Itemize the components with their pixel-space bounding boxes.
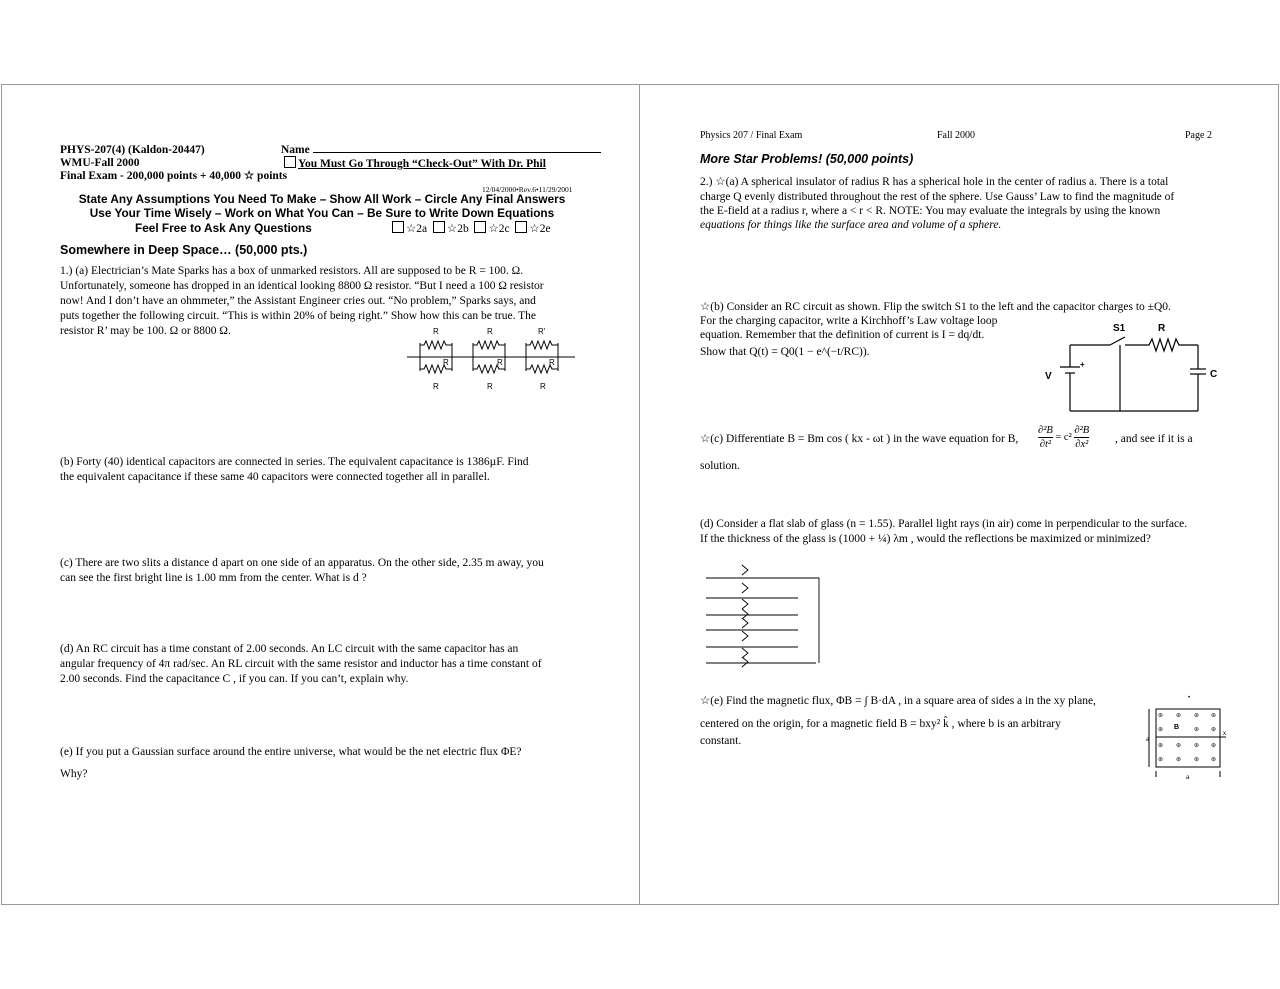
resistor-label: R [1158,323,1166,334]
svg-text:⊛: ⊛ [1158,713,1164,719]
q2b-line: Show that Q(t) = Q0(1 − e^(−t/RC)). [700,346,870,358]
q2a-line: 2.) ☆(a) A spherical insulator of radius R has a spherical hole in the center of radius a. There is a total [700,176,1169,188]
q1a-line: now! And I don’t have an ohmmeter,” the Assistant Engineer cries out. “No problem,” Sparks says, and [60,295,536,307]
capacitor-label: C [1210,369,1218,380]
svg-text:⊛: ⊛ [1194,727,1200,733]
label-r-2: R [487,327,493,336]
q1e-why: Why? [60,768,88,780]
q2e-line-2: centered on the origin, for a magnetic field B = bxy² k̂ , where b is an arbitrary [700,718,1061,730]
instructions-line-2: Use Your Time Wisely – Work on What You Can – Be Sure to Write Down Equations [89,206,555,220]
svg-text:⊛: ⊛ [1176,757,1182,763]
field-a-bottom-label: a [1186,775,1190,781]
q2b-line: For the charging capacitor, write a Kirchhoff’s Law voltage loop [700,315,998,327]
q2e-line-3: constant. [700,735,742,747]
svg-text:⊛: ⊛ [1158,757,1164,763]
q1a-line: resistor R’ may be 100. Ω or 8800 Ω. [60,325,231,337]
check-2a-label: ☆2a [406,223,428,235]
check-2b-box[interactable] [433,221,445,233]
rc-circuit-diagram [1045,317,1225,412]
plus-label: + [1080,360,1085,369]
label-r-prime-top: R' [538,327,546,336]
q1e-line: (e) If you put a Gaussian surface around the entire universe, what would be the net electric flux ΦE? [60,746,522,758]
school-term: WMU-Fall 2000 [60,157,140,169]
wave-eq-middle: = c² [1055,431,1072,443]
q2d-line: If the thickness of the glass is (1000 + ¼) λm , would the reflections be maximized or minimized? [700,533,1151,545]
instructions-line-3: Feel Free to Ask Any Questions [135,221,312,235]
revision-date: 12/04/2000•Rev.6•11/29/2001 [482,185,573,194]
field-a-side-label: a [1146,737,1150,743]
label-r-mid-1: R [443,358,449,367]
q1d-line: 2.00 seconds. Find the capacitance C , if you can. If you can’t, explain why. [60,673,409,685]
label-r-bot-3: R [540,382,546,391]
q1d-line: (d) An RC circuit has a time constant of 2.00 seconds. An LC circuit with the same capacitor has an [60,643,519,655]
q2e-line-1: ☆(e) Find the magnetic flux, ΦB = ∫ B·dA , in a square area of sides a in the xy plane, [700,695,1096,707]
q1d-line: angular frequency of 4π rad/sec. An RL circuit with the same resistor and inductor has a time constant of [60,658,542,670]
q2a-line: the E-field at a radius r, where a < r < R. NOTE: You may evaluate the integrals by using the known [700,205,1161,217]
checkout-notice: You Must Go Through “Check-Out” With Dr. Phil [284,156,546,172]
label-r-mid-3: R [549,358,555,367]
svg-text:•: • [1188,695,1191,701]
course-code: PHYS-207(4) (Kaldon-20447) [60,144,205,156]
name-label: Name [281,143,601,158]
svg-text:⊛: ⊛ [1176,713,1182,719]
q1a-line: 1.) (a) Electrician’s Mate Sparks has a box of unmarked resistors. All are supposed to be R = 100. Ω. [60,265,524,277]
section-title-right: More Star Problems! (50,000 points) [700,152,914,166]
q1b-line: (b) Forty (40) identical capacitors are connected in series. The equivalent capacitance is 1386µF. Find [60,456,529,468]
q2a-line: equations for things like the surface area and volume of a sphere. [700,219,1002,231]
svg-text:⊛: ⊛ [1194,743,1200,749]
svg-text:⊛: ⊛ [1158,743,1164,749]
label-r-bot-2: R [487,382,493,391]
resistor-circuit-diagram [407,325,577,395]
q2d-line: (d) Consider a flat slab of glass (n = 1.55). Parallel light rays (in air) come in perpendicular to the surface. [700,518,1188,530]
switch-label: S1 [1113,323,1126,334]
svg-text:⊛: ⊛ [1194,757,1200,763]
check-2b-label: ☆2b [446,223,469,235]
section-title-left: Somewhere in Deep Space… (50,000 pts.) [60,243,308,257]
checkout-checkbox[interactable] [284,156,296,168]
check-2e-label: ☆2e [529,223,551,235]
check-2c-label: ☆2c [488,223,510,235]
exam-page-1 [1,84,640,905]
header-course: Physics 207 / Final Exam [700,130,803,141]
check-2e-box[interactable] [515,221,527,233]
q1c-line: (c) There are two slits a distance d apart on one side of an apparatus. On the other side, 2.35 m away, you [60,557,544,569]
label-r-1: R [433,327,439,336]
q2c-solution: solution. [700,460,740,472]
glass-slab-diagram [706,563,826,673]
svg-text:⊛: ⊛ [1194,713,1200,719]
q1a-line: puts together the following circuit. “This is within 20% of being right.” Show how this can be true. The [60,310,536,322]
star-problem-checkboxes [392,221,551,237]
q2a-line: charge Q evenly distributed throughout the rest of the sphere. Use Gauss’ Law to find the magnitude of [700,191,1175,203]
field-x-label: x [1223,731,1226,737]
wave-equation: $\frac{\text{∂²B}}{\text{∂t²}} = c^2$ $\frac{\text{∂²B}}{\text{∂x²}}$ [1038,425,1090,450]
voltage-label: V [1045,371,1052,382]
instructions-line-1: State Any Assumptions You Need To Make – Show All Work – Circle Any Final Answers [78,192,566,206]
svg-text:⊛: ⊛ [1211,713,1217,719]
exam-page-2 [639,84,1279,905]
field-b-label: B [1174,724,1180,731]
svg-text:⊛: ⊛ [1211,757,1217,763]
label-r-mid-2: R [497,358,503,367]
svg-text:⊛: ⊛ [1158,727,1164,733]
svg-text:⊛: ⊛ [1176,743,1182,749]
svg-text:⊛: ⊛ [1211,727,1217,733]
q2c-tail: , and see if it is a [1115,433,1193,445]
label-r-bot-1: R [433,382,439,391]
header-page-number: Page 2 [1185,130,1212,141]
q1a-line: Unfortunately, someone has dropped in an identical looking 8800 Ω resistor. “But I need a 100 Ω resistor [60,280,544,292]
check-2a-box[interactable] [392,221,404,233]
q1b-line: the equivalent capacitance if these same 40 capacitors were connected together all in parallel. [60,471,490,483]
exam-points: Final Exam - 200,000 points + 40,000 ☆ points [60,170,288,182]
magnetic-field-square-diagram [1146,695,1226,780]
q1c-line: can see the first bright line is 1.00 mm from the center. What is d ? [60,572,367,584]
check-2c-box[interactable] [474,221,486,233]
q2b-line: equation. Remember that the definition of current is I = dq/dt. [700,329,985,341]
svg-text:⊛: ⊛ [1211,743,1217,749]
q2c-line: ☆(c) Differentiate B = Bm cos ( kx - ωt ) in the wave equation for B, [700,433,1019,445]
header-term: Fall 2000 [937,130,976,141]
q2b-line: ☆(b) Consider an RC circuit as shown. Flip the switch S1 to the left and the capacitor charges to ±Q0. [700,301,1171,313]
